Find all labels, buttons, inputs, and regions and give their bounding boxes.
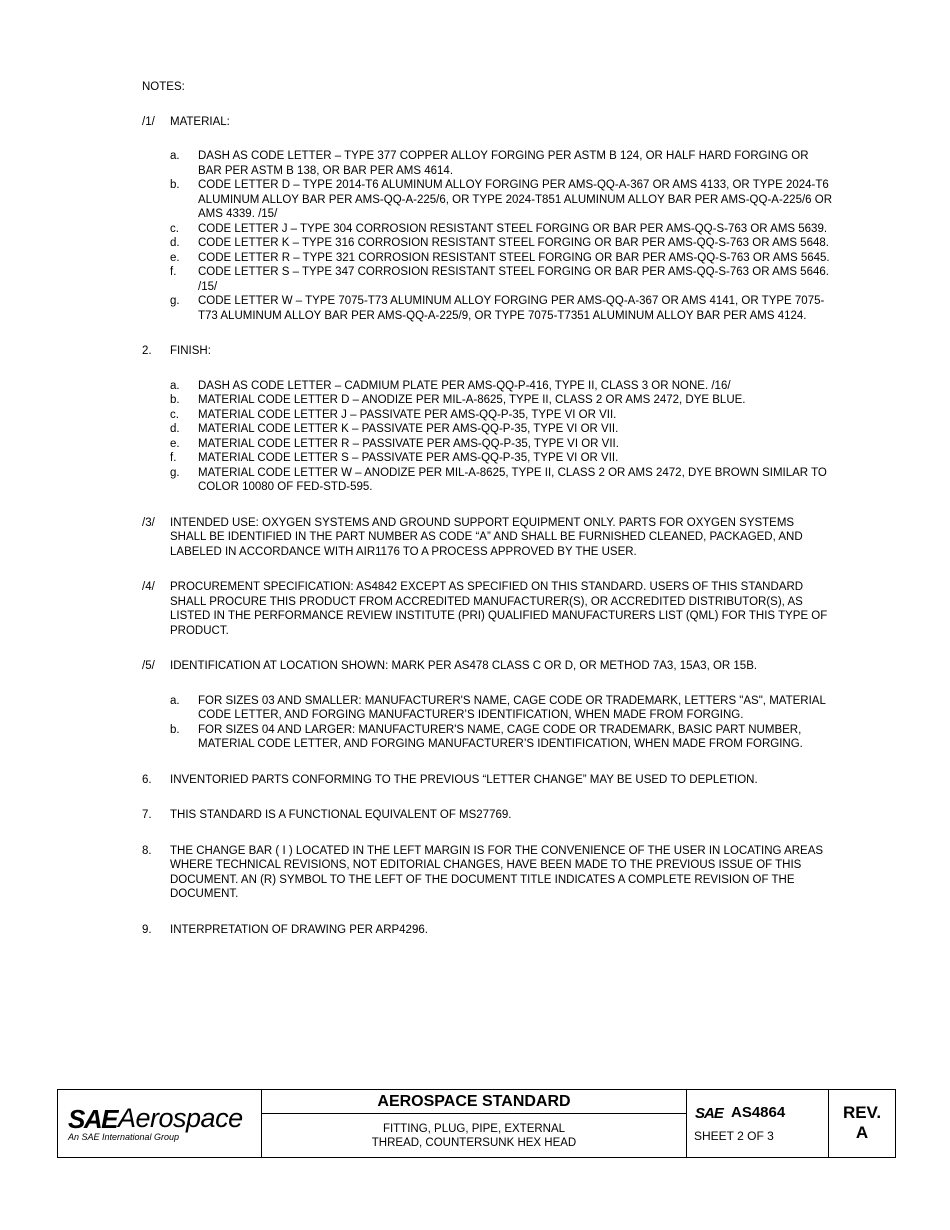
- list-item-letter: a.: [170, 150, 180, 162]
- note-item: [142, 773, 832, 788]
- note-text: FINISH:: [170, 345, 211, 357]
- list-item-letter: e.: [170, 437, 180, 450]
- list-item-text: CODE LETTER K – TYPE 316 CORROSION RESISTANT STEEL FORGING OR BAR PER AMS-QQ-S-763 OR AMS 5648.: [198, 237, 829, 249]
- document-title-line1: FITTING, PLUG, PIPE, EXTERNAL: [382, 1123, 566, 1135]
- list-item-letter: c.: [170, 222, 179, 235]
- title-cell: [262, 1090, 687, 1157]
- note-body: [170, 773, 832, 788]
- note-sublist: [170, 379, 832, 495]
- revision-label: REV.: [842, 1103, 882, 1122]
- list-item: [170, 422, 832, 437]
- note-text: PROCUREMENT SPECIFICATION: AS4842 EXCEPT AS SPECIFIED ON THIS STANDARD. USERS OF THIS STANDARD SHALL PROCURE THIS PRODUCT FROM ACCREDITED MANUFACTURER(S), OR ACCREDITED DISTRIBUTOR(S), AS LISTED IN THE PERFORMANCE REVIEW INSTITUTE (PRI) QUALIFIED MANUFACTURERS LIST (QML) FOR THIS TYPE OF PRODUCT.: [170, 581, 828, 637]
- list-item-letter: d.: [170, 237, 180, 249]
- note-number: 7.: [142, 809, 152, 821]
- notes-list: [142, 115, 832, 938]
- list-item-text: MATERIAL CODE LETTER W – ANODIZE PER MIL-A-8625, TYPE II, CLASS 2 OR AMS 2472, DYE BROWN SIMILAR TO COLOR 10080 OF FED-STD-595.: [198, 466, 827, 493]
- note-item: [142, 516, 832, 560]
- note-body: [170, 344, 832, 495]
- list-item-letter: g.: [170, 295, 180, 307]
- note-number: /3/: [142, 516, 155, 529]
- note-number: 2.: [142, 345, 152, 357]
- note-number: 8.: [142, 844, 152, 857]
- list-item-text: MATERIAL CODE LETTER J – PASSIVATE PER AMS-QQ-P-35, TYPE VI OR VII.: [198, 408, 617, 421]
- note-body: [170, 923, 832, 938]
- logo-aerospace-text: Aerospace: [118, 1103, 243, 1133]
- sae-aerospace-logo: [58, 1090, 262, 1157]
- revision-value: A: [855, 1123, 869, 1142]
- note-sublist: [170, 694, 832, 752]
- document-title: [262, 1114, 686, 1157]
- list-item-letter: f.: [170, 266, 177, 278]
- list-item: [170, 723, 832, 752]
- list-item-letter: b.: [170, 179, 180, 191]
- list-item-text: MATERIAL CODE LETTER D – ANODIZE PER MIL-A-8625, TYPE II, CLASS 2 OR AMS 2472, DYE BLUE.: [198, 394, 746, 406]
- list-item-text: CODE LETTER J – TYPE 304 CORROSION RESISTANT STEEL FORGING OR BAR PER AMS-QQ-S-763 OR AMS 5639.: [198, 222, 828, 235]
- document-title-line2: THREAD, COUNTERSUNK HEX HEAD: [371, 1137, 577, 1149]
- logo-tagline: An SAE International Group: [68, 1132, 180, 1142]
- note-number: /4/: [142, 581, 155, 593]
- doc-sae-logo: SAE: [695, 1105, 723, 1122]
- note-item: [142, 844, 832, 902]
- list-item-letter: a.: [170, 694, 180, 707]
- list-item: [170, 265, 832, 294]
- list-item: [170, 251, 832, 266]
- note-number: /1/: [142, 115, 155, 128]
- list-item-letter: a.: [170, 379, 180, 392]
- list-item: [170, 294, 832, 323]
- list-item-text: MATERIAL CODE LETTER K – PASSIVATE PER AMS-QQ-P-35, TYPE VI OR VII.: [198, 423, 619, 435]
- note-text: INVENTORIED PARTS CONFORMING TO THE PREVIOUS “LETTER CHANGE” MAY BE USED TO DEPLETION.: [170, 773, 758, 786]
- list-item-text: CODE LETTER S – TYPE 347 CORROSION RESISTANT STEEL FORGING OR BAR PER AMS-QQ-S-763 OR AMS 5646. /15/: [198, 266, 829, 293]
- list-item-text: CODE LETTER W – TYPE 7075-T73 ALUMINUM ALLOY FORGING PER AMS-QQ-A-367 OR AMS 4141, OR TYPE 7075-T73 ALUMINUM ALLOY BAR PER AMS-QQ-A-225/9, OR TYPE 7075-T7351 ALUMINUM ALLOY BAR PER AMS 4124.: [198, 295, 825, 322]
- notes-title: NOTES:: [142, 81, 185, 93]
- logo-sae-text: SAE: [68, 1104, 117, 1134]
- list-item-letter: b.: [170, 394, 180, 406]
- revision-cell: [829, 1090, 895, 1157]
- list-item-letter: d.: [170, 423, 180, 435]
- list-item: [170, 694, 832, 723]
- list-item: [170, 149, 832, 178]
- note-body: [170, 115, 832, 324]
- document-number: AS4864: [731, 1104, 786, 1121]
- note-item: [142, 659, 832, 752]
- note-item: [142, 115, 832, 324]
- list-item-letter: c.: [170, 408, 179, 421]
- list-item-text: MATERIAL CODE LETTER R – PASSIVATE PER AMS-QQ-P-35, TYPE VI OR VII.: [198, 437, 619, 450]
- list-item-letter: f.: [170, 452, 177, 464]
- list-item-letter: b.: [170, 723, 180, 736]
- note-item: [142, 344, 832, 495]
- note-text: IDENTIFICATION AT LOCATION SHOWN: MARK PER AS478 CLASS C OR D, OR METHOD 7A3, 15A3, OR 15B.: [170, 660, 758, 672]
- sheet-number: SHEET 2 OF 3: [694, 1129, 774, 1143]
- note-text: MATERIAL:: [170, 115, 230, 128]
- note-text: INTENDED USE: OXYGEN SYSTEMS AND GROUND SUPPORT EQUIPMENT ONLY. PARTS FOR OXYGEN SYSTEMS SHALL BE IDENTIFIED IN THE PART NUMBER AS CODE “A” AND SHALL BE FURNISHED CLEANED, PACKAGED, AND LABELED IN ACCORDANCE WITH AIR1176 TO A PROCESS APPROVED BY THE USER.: [170, 516, 803, 558]
- list-item: [170, 222, 832, 237]
- list-item-letter: e.: [170, 251, 180, 264]
- note-body: [170, 580, 832, 638]
- note-item: [142, 923, 832, 938]
- list-item: [170, 178, 832, 222]
- list-item-letter: g.: [170, 466, 180, 479]
- list-item-text: CODE LETTER D – TYPE 2014-T6 ALUMINUM ALLOY FORGING PER AMS-QQ-A-367 OR AMS 4133, OR TYPE 2024-T6 ALUMINUM ALLOY BAR PER AMS-QQ-A-225/6, OR TYPE 2024-T851 ALUMINUM ALLOY BAR PER AMS-QQ-A-225/6 OR AMS 4339. /15/: [198, 179, 832, 220]
- note-body: [170, 808, 832, 823]
- list-item-text: DASH AS CODE LETTER – CADMIUM PLATE PER AMS-QQ-P-416, TYPE II, CLASS 3 OR NONE. /16/: [198, 379, 731, 392]
- list-item: [170, 437, 832, 452]
- list-item: [170, 393, 832, 408]
- list-item-text: DASH AS CODE LETTER – TYPE 377 COPPER ALLOY FORGING PER ASTM B 124, OR HALF HARD FORGING OR BAR PER ASTM B 138, OR BAR PER AMS 4614.: [198, 150, 809, 177]
- note-item: [142, 580, 832, 638]
- list-item-text: MATERIAL CODE LETTER S – PASSIVATE PER AMS-QQ-P-35, TYPE VI OR VII.: [198, 452, 619, 464]
- list-item: [170, 451, 832, 466]
- note-number: 9.: [142, 923, 152, 936]
- note-text: THE CHANGE BAR ( I ) LOCATED IN THE LEFT MARGIN IS FOR THE CONVENIENCE OF THE USER IN LOCATING AREAS WHERE TECHNICAL REVISIONS, NOT EDITORIAL CHANGES, HAVE BEEN MADE TO THE PREVIOUS ISSUE OF THIS DOCUMENT. AN (R) SYMBOL TO THE LEFT OF THE DOCUMENT TITLE INDICATES A COMPLETE REVISION OF THE DOCUMENT.: [170, 844, 824, 900]
- title-block: [57, 1089, 896, 1158]
- note-body: [170, 844, 832, 902]
- notes-section: [142, 80, 832, 958]
- list-item-text: CODE LETTER R – TYPE 321 CORROSION RESISTANT STEEL FORGING OR BAR PER AMS-QQ-S-763 OR AMS 5645.: [198, 251, 830, 264]
- note-body: [170, 516, 832, 560]
- note-text: THIS STANDARD IS A FUNCTIONAL EQUIVALENT OF MS27769.: [170, 809, 512, 821]
- list-item: [170, 408, 832, 423]
- note-item: [142, 808, 832, 823]
- document-number-cell: [687, 1090, 829, 1157]
- note-sublist: [170, 149, 832, 323]
- list-item: [170, 236, 832, 251]
- note-number: /5/: [142, 660, 155, 672]
- list-item: [170, 466, 832, 495]
- standard-type: AEROSPACE STANDARD: [262, 1090, 686, 1114]
- list-item-text: FOR SIZES 04 AND LARGER: MANUFACTURER'S NAME, CAGE CODE OR TRADEMARK, BASIC PART NUMBER, MATERIAL CODE LETTER, AND FORGING MANUFACTURER’S IDENTIFICATION, WHEN MADE FROM FORGING.: [198, 723, 803, 750]
- note-number: 6.: [142, 773, 152, 786]
- note-text: INTERPRETATION OF DRAWING PER ARP4296.: [170, 923, 428, 936]
- list-item: [170, 379, 832, 394]
- list-item-text: FOR SIZES 03 AND SMALLER: MANUFACTURER'S NAME, CAGE CODE OR TRADEMARK, LETTERS "AS", MATERIAL CODE LETTER, AND FORGING MANUFACTURER’S IDENTIFICATION, WHEN MADE FROM FORGING.: [198, 694, 826, 721]
- note-body: [170, 659, 832, 752]
